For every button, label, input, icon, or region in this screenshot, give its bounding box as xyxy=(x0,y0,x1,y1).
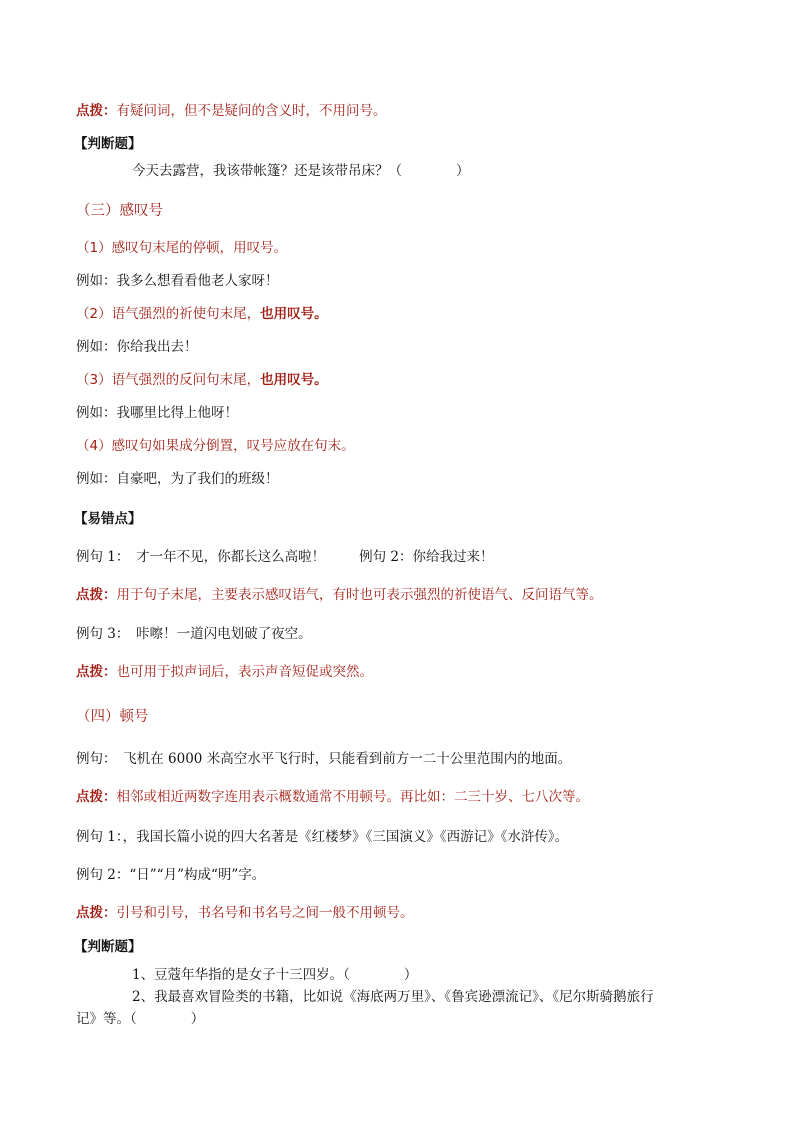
rule-3 xyxy=(76,371,328,389)
judgment-question-1: 今天去露营，我该带帐篷？还是该带吊床？（ ） xyxy=(132,163,470,179)
example-sentence-4: 例句： 飞机在 6000 米高空水平飞行时，只能看到前方一二十公里范围内的地面。 xyxy=(76,751,572,767)
judgment-question-3: 2、我最喜欢冒险类的书籍，比如说《海底两万里》、《鲁宾逊漂流记》、《尼尔斯骑鹅旅行 xyxy=(132,989,654,1005)
example-sentence-1: 例句 1： 才一年不见，你都长这么高啦！ xyxy=(76,549,326,565)
tip-line-3 xyxy=(76,663,373,681)
judgment-question-2: 1、豆蔻年华指的是女子十三四岁。（ ） xyxy=(132,967,418,983)
tip-label: 点拨： xyxy=(76,664,117,680)
judgment-question-3-continued: 记》等。（ ） xyxy=(76,1011,205,1027)
tip-label: 点拨： xyxy=(76,905,117,921)
rule-4: （4）感叹句如果成分倒置，叹号应放在句末。 xyxy=(76,438,355,454)
error-prone-header: 【易错点】 xyxy=(74,511,142,527)
tip-line-4 xyxy=(76,788,589,806)
tip-label: 点拨： xyxy=(76,103,117,119)
tip-text: 有疑问词，但不是疑问的含义时，不用问号。 xyxy=(116,103,387,119)
rule-3-emphasis: 也用叹号。 xyxy=(260,372,328,388)
tip-line-2 xyxy=(76,586,603,604)
example-1: 例如：我多么想看看他老人家呀！ xyxy=(76,273,279,289)
tip-line-5 xyxy=(76,904,414,922)
section-title-exclamation: （三）感叹号 xyxy=(76,203,163,219)
rule-3-text: （3）语气强烈的反问句末尾， xyxy=(76,372,261,388)
tip-text: 也可用于拟声词后，表示声音短促或突然。 xyxy=(116,664,373,680)
rule-2-text: （2）语气强烈的祈使句末尾， xyxy=(76,306,261,322)
tip-text: 用于句子末尾，主要表示感叹语气，有时也可表示强烈的祈使语气、反问语气等。 xyxy=(116,587,603,603)
example-sentence-2: 例句 2：你给我过来！ xyxy=(359,549,494,565)
example-sentence-3: 例句 3： 咔嚓！一道闪电划破了夜空。 xyxy=(76,626,312,642)
tip-line-1 xyxy=(76,102,387,120)
tip-text: 相邻或相近两数字连用表示概数通常不用顿号。再比如：二三十岁、七八次等。 xyxy=(116,789,589,805)
tip-label: 点拨： xyxy=(76,789,117,805)
tip-text: 引号和引号，书名号和书名号之间一般不用顿号。 xyxy=(116,905,414,921)
rule-2 xyxy=(76,305,328,323)
example-2: 例如：你给我出去！ xyxy=(76,339,198,355)
judgment-header-1: 【判断题】 xyxy=(74,136,142,152)
section-title-enumeration-comma: （四）顿号 xyxy=(76,709,149,725)
example-sentence-5: 例句 1：，我国长篇小说的四大名著是《红楼梦》《三国演义》《西游记》《水浒传》。 xyxy=(76,829,569,845)
example-3: 例如：我哪里比得上他呀！ xyxy=(76,405,238,421)
tip-label: 点拨： xyxy=(76,587,117,603)
example-sentence-6: 例句 2：“日”“月”构成“明”字。 xyxy=(76,867,266,883)
rule-1: （1）感叹句末尾的停顿，用叹号。 xyxy=(76,240,288,256)
example-sentences-1-2 xyxy=(76,548,494,566)
example-4: 例如：自豪吧，为了我们的班级！ xyxy=(76,471,279,487)
rule-2-emphasis: 也用叹号。 xyxy=(260,306,328,322)
judgment-header-2: 【判断题】 xyxy=(74,939,142,955)
